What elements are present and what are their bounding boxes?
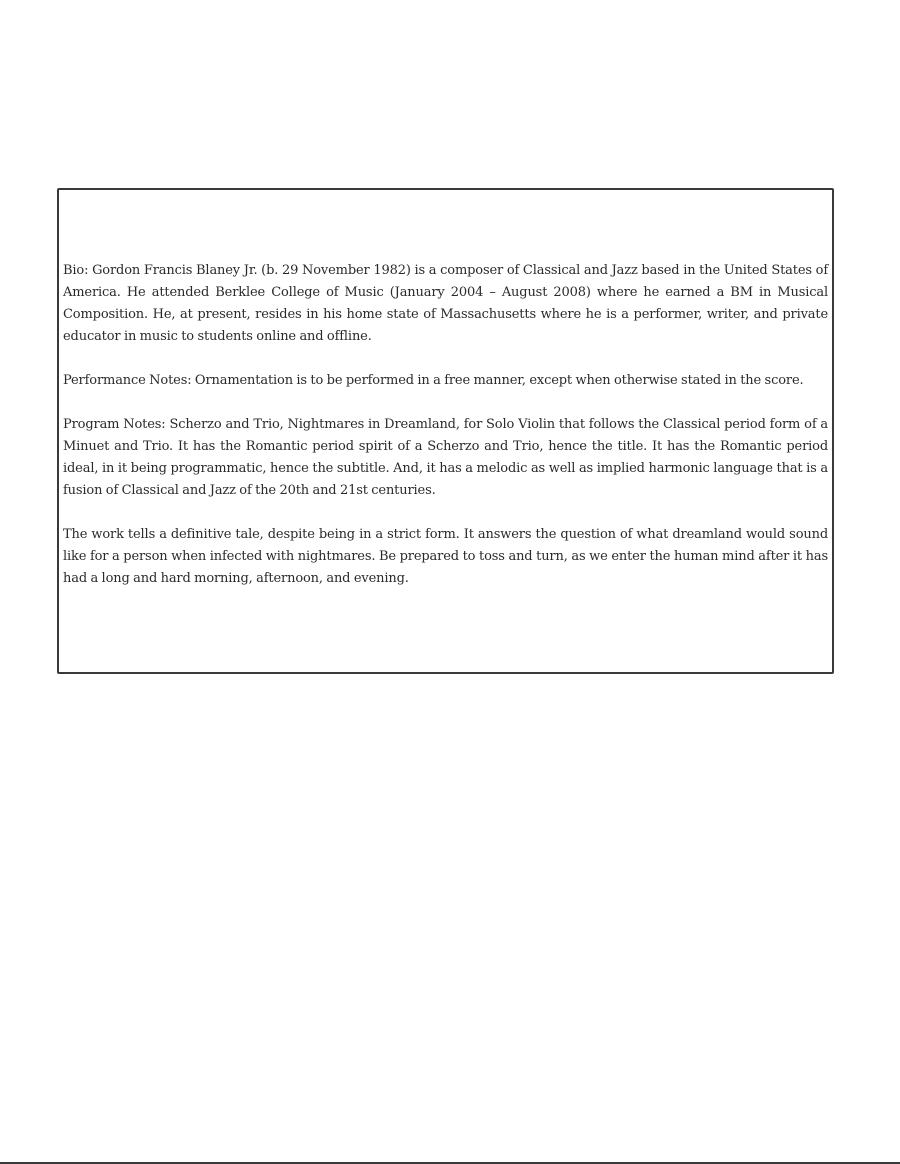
performance-notes-paragraph: Performance Notes: Ornamentation is to be performed in a free manner, except when otherwise stated in the score. xyxy=(63,373,804,388)
program-notes-paragraph: Program Notes: Scherzo and Trio, Nightmares in Dreamland, for Solo Violin that follows the Classical period form of a Minuet and Trio. It has the Romantic period spirit of a Scherzo and Trio, hence the title. It has the Romantic period ideal, in it being programmatic, hence the subtitle. And, it has a melodic as well as implied harmonic language that is a fusion of Classical and Jazz of the 20th and 21st centuries. xyxy=(63,417,828,498)
notes-text xyxy=(63,260,828,590)
bio-paragraph: Bio: Gordon Francis Blaney Jr. (b. 29 November 1982) is a composer of Classical and Jazz based in the United States of America. He attended Berklee College of Music (January 2004 – August 2008) where he earned a BM in Musical Composition. He, at present, resides in his home state of Massachusetts where he is a performer, writer, and private educator in music to students online and offline. xyxy=(63,263,828,344)
story-paragraph: The work tells a definitive tale, despite being in a strict form. It answers the question of what dreamland would sound like for a person when infected with nightmares. Be prepared to toss and turn, as we enter the human mind after it has had a long and hard morning, afternoon, and evening. xyxy=(63,527,828,586)
notes-box xyxy=(57,188,834,674)
